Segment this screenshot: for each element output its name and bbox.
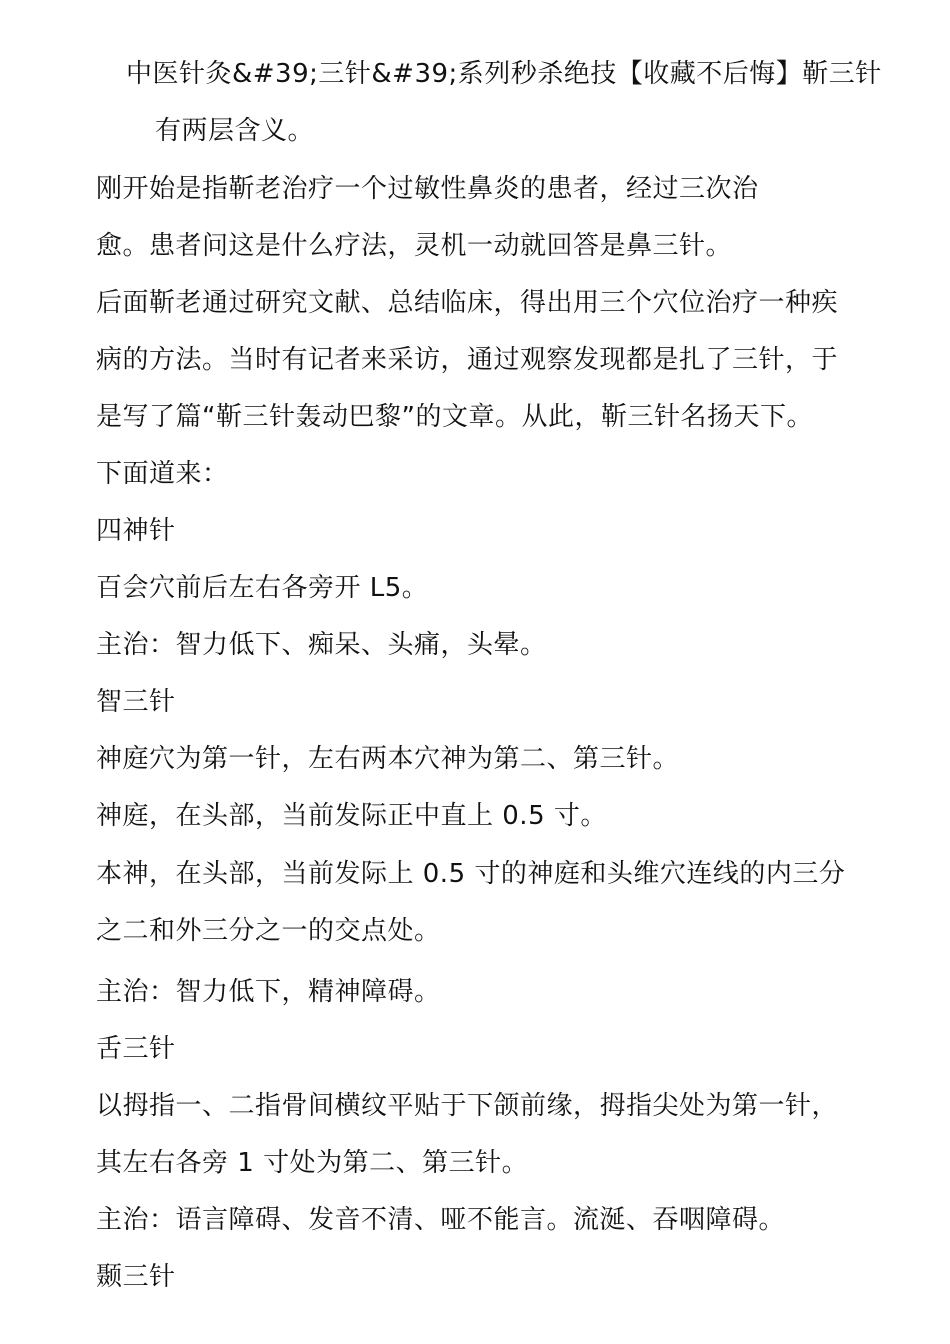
- body-line: 下面道来：: [96, 459, 229, 489]
- body-line: 病的方法。当时有记者来采访，通过观察发现都是扎了三针，于: [96, 345, 839, 375]
- body-line: 其左右各旁 1 寸处为第二、第三针。: [96, 1148, 529, 1178]
- section-heading: 智三针: [96, 687, 176, 717]
- section-heading: 四神针: [96, 516, 176, 546]
- body-line: 刚开始是指靳老治疗一个过敏性鼻炎的患者，经过三次治: [96, 174, 759, 204]
- body-line: 主治：语言障碍、发音不清、哑不能言。流涎、吞咽障碍。: [96, 1205, 786, 1235]
- section-heading: 舌三针: [96, 1034, 176, 1064]
- body-line: 后面靳老通过研究文献、总结临床，得出用三个穴位治疗一种疾: [96, 288, 839, 318]
- title-line-1: 中医针灸&#39;三针&#39;系列秒杀绝技【收藏不后悔】靳三针: [126, 59, 882, 89]
- body-line: 神庭，在头部，当前发际正中直上 0.5 寸。: [96, 801, 607, 831]
- section-heading: 颞三针: [96, 1262, 176, 1292]
- body-line: 神庭穴为第一针，左右两本穴神为第二、第三针。: [96, 744, 680, 774]
- body-line: 以拇指一、二指骨间横纹平贴于下颌前缘，拇指尖处为第一针，: [96, 1091, 839, 1121]
- body-line: 愈。患者问这是什么疗法，灵机一动就回答是鼻三针。: [96, 231, 733, 261]
- body-line: 主治：智力低下、痴呆、头痛，头晕。: [96, 630, 547, 660]
- body-line: 本神，在头部，当前发际上 0.5 寸的神庭和头维穴连线的内三分: [96, 859, 846, 889]
- body-line: 主治：智力低下，精神障碍。: [96, 977, 441, 1007]
- body-line: 之二和外三分之一的交点处。: [96, 916, 441, 946]
- body-line: 是写了篇“靳三针轰动巴黎”的文章。从此，靳三针名扬天下。: [96, 402, 813, 432]
- body-line: 百会穴前后左右各旁开 L5。: [96, 573, 429, 603]
- title-line-2: 有两层含义。: [155, 116, 315, 146]
